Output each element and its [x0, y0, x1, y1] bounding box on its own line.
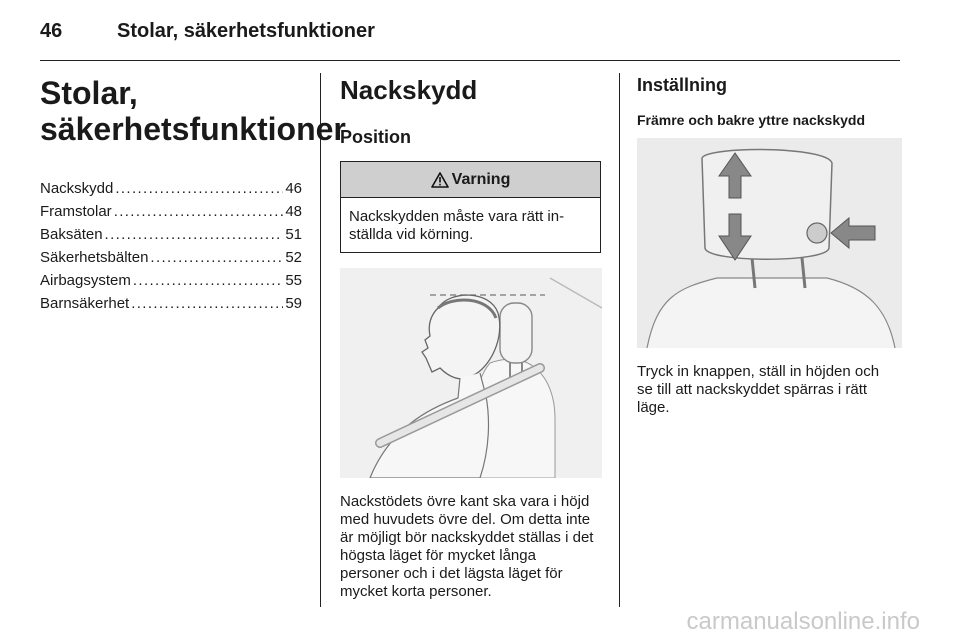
column-divider-2	[619, 73, 620, 607]
toc-page: 48	[285, 203, 302, 220]
adjustment-paragraph	[637, 363, 902, 417]
chapter-title	[40, 75, 346, 147]
paragraph-line: med huvudets övre del. Om detta inte	[340, 511, 591, 528]
toc-page: 59	[285, 295, 302, 312]
toc-page: 51	[285, 226, 302, 243]
headrest-adjust-illustration	[637, 138, 902, 348]
adjustment-title: Inställning	[637, 75, 727, 95]
head-position-illustration	[340, 268, 602, 478]
toc-label: Airbagsystem	[40, 272, 131, 289]
toc-leader	[114, 200, 284, 223]
toc-entry[interactable]	[40, 177, 302, 200]
warning-triangle-icon	[431, 172, 449, 188]
paragraph-line: mycket korta personer.	[340, 583, 492, 600]
toc-page: 52	[285, 249, 302, 266]
toc-label: Framstolar	[40, 203, 112, 220]
toc-leader	[105, 223, 284, 246]
toc-label: Barnsäkerhet	[40, 295, 130, 312]
toc-entry[interactable]	[40, 200, 302, 223]
page-header	[40, 20, 920, 50]
toc-entry[interactable]	[40, 292, 302, 315]
toc-entry[interactable]	[40, 223, 302, 246]
paragraph-line: läge.	[637, 399, 670, 416]
warning-header	[341, 162, 600, 198]
warning-text-line-1: Nackskydden måste vara rätt in-	[349, 208, 565, 225]
toc-leader	[133, 269, 283, 292]
warning-text-line-2: ställda vid körning.	[349, 226, 474, 243]
section-title: Nackskydd	[340, 75, 478, 105]
paragraph-line: Tryck in knappen, ställ in höjden och	[637, 363, 880, 380]
paragraph-line: är möjligt bör nackskyddet ställas i det	[340, 529, 594, 546]
column-divider-1	[320, 73, 321, 607]
warning-box	[340, 161, 601, 253]
paragraph-line: se till att nackskyddet spärras i rätt	[637, 381, 868, 398]
chapter-title-line-2: säkerhetsfunktioner	[40, 111, 346, 147]
toc-leader	[115, 177, 283, 200]
toc-leader	[131, 292, 283, 315]
subsection-title: Position	[340, 127, 411, 147]
chapter-title-line-1: Stolar,	[40, 75, 138, 111]
toc-page: 46	[285, 180, 302, 197]
position-paragraph	[340, 493, 602, 601]
toc-label: Baksäten	[40, 226, 103, 243]
warning-text	[341, 198, 600, 252]
toc-page: 55	[285, 272, 302, 289]
adjustment-subtitle: Främre och bakre yttre nackskydd	[637, 112, 865, 128]
paragraph-line: Nackstödets övre kant ska vara i höjd	[340, 493, 590, 510]
chapter-column	[40, 75, 346, 315]
toc-entry[interactable]	[40, 246, 302, 269]
paragraph-line: personer och i det lägsta läget för	[340, 565, 563, 582]
warning-heading: Varning	[451, 170, 511, 188]
watermark: carmanualsonline.info	[686, 608, 920, 635]
paragraph-line: högsta läget för mycket långa	[340, 547, 536, 564]
toc-entry[interactable]	[40, 269, 302, 292]
toc-label: Nackskydd	[40, 180, 114, 197]
toc-leader	[150, 246, 283, 269]
table-of-contents	[40, 177, 302, 315]
adjustment-column	[637, 75, 902, 417]
page-number: 46	[40, 20, 63, 42]
header-rule	[40, 60, 900, 61]
position-column	[340, 75, 602, 601]
toc-label: Säkerhetsbälten	[40, 249, 149, 266]
header-title: Stolar, säkerhetsfunktioner	[117, 20, 375, 42]
